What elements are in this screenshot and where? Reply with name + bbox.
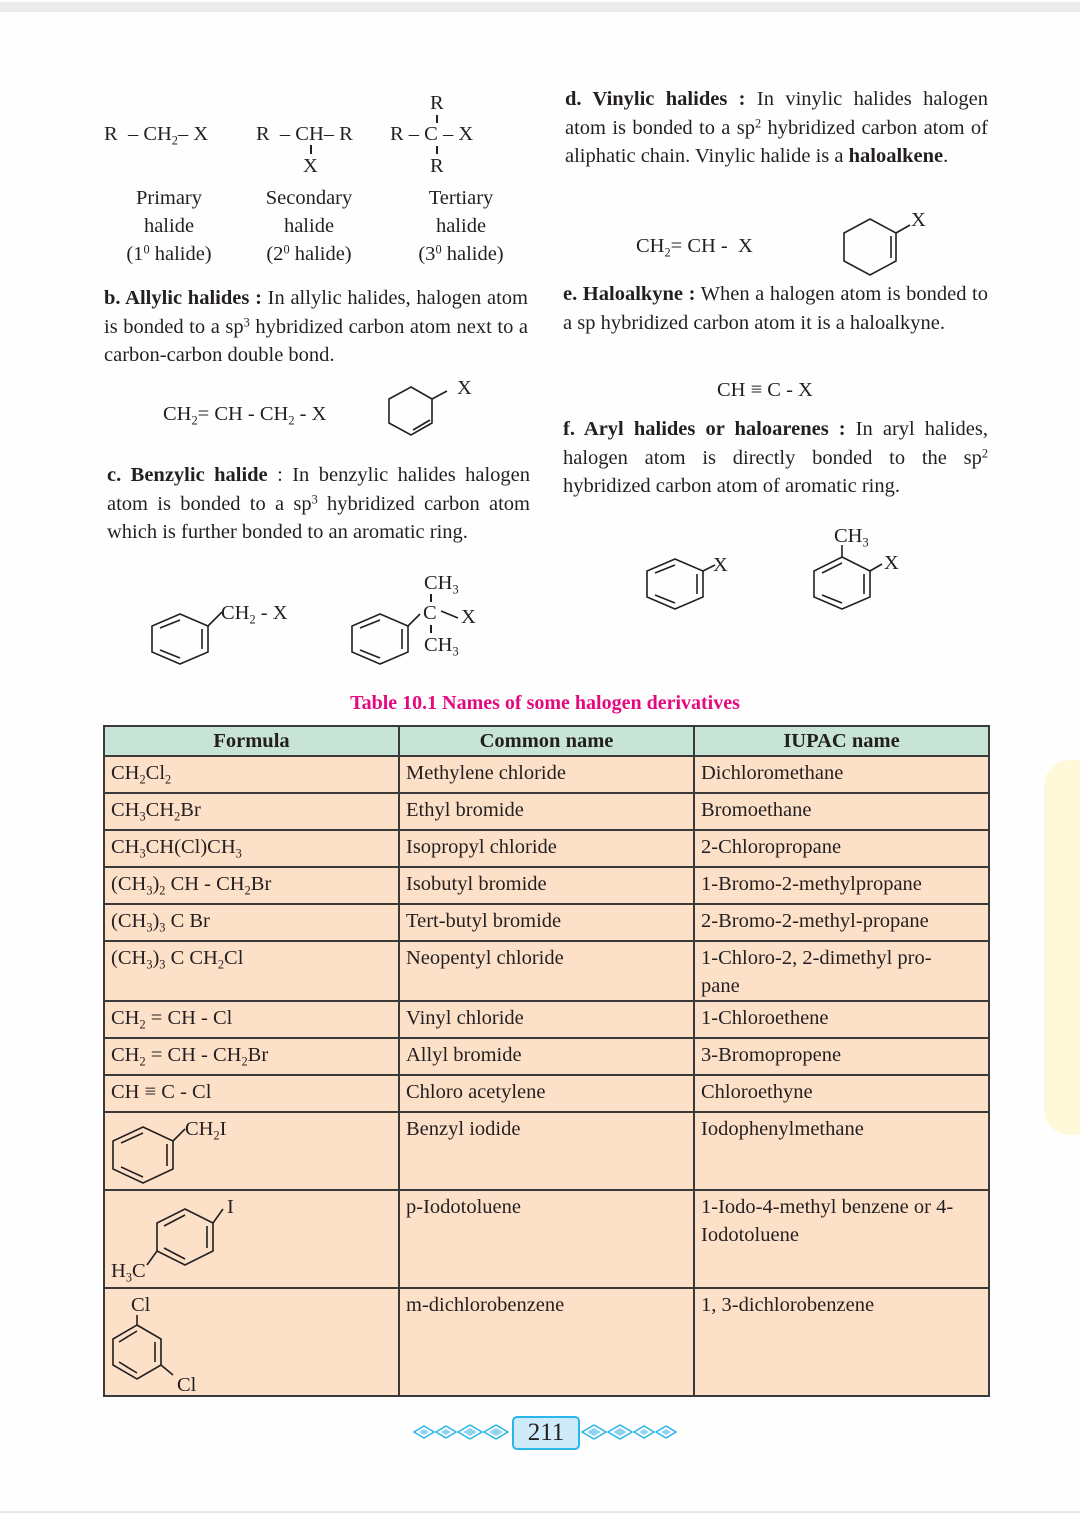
double-bond xyxy=(119,1362,137,1373)
benzylic-paragraph: c. Benzylic halide : In benzylic halides halogen atom is bonded to a $sp^3$ hybridized carbon atom which is further bonded to an aromatic ring. xyxy=(107,464,531,543)
table-title: Table 10.1 Names of some halogen derivatives xyxy=(350,692,740,714)
top-bar xyxy=(0,2,1080,12)
bond-line xyxy=(436,146,438,154)
table-row xyxy=(104,941,989,1001)
m-dichlorobenzene-cl-top: Cl xyxy=(131,1294,151,1316)
common-name-cell: Chloro acetylene xyxy=(399,1075,694,1112)
vinylic-paragraph: d. Vinylic halides : In vinylic halides halogen atom is bonded to a $sp^2$ hybridized carbon atom of aliphatic chain. Vinylic halide is a haloalkene. xyxy=(565,88,988,167)
formula-cell: CH ≡ C - Cl xyxy=(104,1075,399,1112)
formula-cell: $(CH_3)_3$ C Br xyxy=(104,904,399,941)
table-row xyxy=(104,793,989,830)
bond-line xyxy=(310,145,312,154)
common-name-cell: Tert-butyl bromide xyxy=(399,904,694,941)
iupac-name-cell: Dichloromethane xyxy=(694,756,989,793)
formula-cell: $CH_3CH_2Br$ xyxy=(104,793,399,830)
aryl-x: X xyxy=(713,554,728,576)
table-row xyxy=(104,904,989,941)
double-bond xyxy=(121,1167,143,1177)
allylic-cyclohexene-structure xyxy=(385,385,455,445)
vinylic-ring-x: X xyxy=(911,209,926,231)
iupac-name-cell: 1-Bromo-2-methylpropane xyxy=(694,867,989,904)
page-number: 211 xyxy=(512,1416,580,1450)
secondary-formula: R – CH– R xyxy=(256,123,353,145)
o-halotoluene-x: X xyxy=(884,552,899,574)
table-row xyxy=(104,1001,989,1038)
bond-to-ch2 xyxy=(173,1129,185,1141)
p-iodotoluene-structure xyxy=(153,1205,233,1275)
vinylic-formula: $CH_2=$ CH - X xyxy=(636,235,753,260)
table-row xyxy=(104,1288,989,1396)
header-common-name: Common name xyxy=(399,726,694,756)
vinylic-cyclohexene-structure xyxy=(842,217,922,281)
common-name-cell: Isopropyl chloride xyxy=(399,830,694,867)
ring-bond xyxy=(152,614,208,664)
bond-line xyxy=(430,594,432,602)
formula-cell: $CH_2$ = CH - Cl xyxy=(104,1001,399,1038)
common-name-cell: Isobutyl bromide xyxy=(399,867,694,904)
common-name-cell: Methylene chloride xyxy=(399,756,694,793)
formula-cell: $CH_2$ = CH - $CH_2Br$ xyxy=(104,1038,399,1075)
bond-to-x xyxy=(896,225,910,233)
table-row xyxy=(104,1112,989,1190)
bond-to-c xyxy=(408,614,420,626)
cumyl-bottom-ch3: $CH_3$ xyxy=(424,634,459,659)
table-row xyxy=(104,830,989,867)
iupac-name-cell: 1-Chloro-2, 2-dimethyl pro-pane xyxy=(694,941,989,1001)
table-row xyxy=(104,1190,989,1288)
double-bond xyxy=(121,1133,143,1143)
primary-formula: R – $CH_2-$ X xyxy=(104,123,209,148)
table-row xyxy=(104,1075,989,1112)
double-bond xyxy=(119,1331,137,1342)
allylic-formula: $CH_2=$ CH - $CH_2$ - X xyxy=(163,403,327,428)
cumyl-halide-structure xyxy=(350,612,430,672)
common-name-cell: Benzyl iodide xyxy=(399,1112,694,1190)
common-name-cell: p-Iodotoluene xyxy=(399,1190,694,1288)
diamond-ornament-left-icon xyxy=(412,1422,512,1442)
table-header-row xyxy=(104,726,989,756)
double-bond xyxy=(164,1215,185,1226)
formula-cell xyxy=(104,1190,399,1288)
benzyl-iodide-label: $CH_2I$ xyxy=(185,1118,227,1143)
allylic-ring-x: X xyxy=(457,377,472,399)
bond-to-x xyxy=(432,391,447,399)
bond-to-iodine xyxy=(213,1209,223,1223)
cumyl-x: X xyxy=(461,606,476,628)
double-bond xyxy=(822,563,842,573)
bond-to-x xyxy=(440,609,460,621)
cumyl-top-ch3: $CH_3$ xyxy=(424,572,459,597)
tertiary-formula: R – C – X xyxy=(390,123,474,145)
ring-bond xyxy=(157,1209,213,1265)
o-halotoluene-ch3: $CH_3$ xyxy=(834,525,869,550)
bond-line xyxy=(430,625,432,633)
formula-cell xyxy=(104,1112,399,1190)
secondary-label: Secondary halide ($2^0$ halide) xyxy=(265,187,353,265)
common-name-cell: Vinyl chloride xyxy=(399,1001,694,1038)
cumyl-c: C xyxy=(423,602,437,624)
double-bond xyxy=(164,1248,185,1259)
p-iodotoluene-iodine: I xyxy=(227,1196,234,1218)
common-name-cell: m-dichlorobenzene xyxy=(399,1288,694,1396)
iupac-name-cell: 1, 3-dichlorobenzene xyxy=(694,1288,989,1396)
benzyl-iodide-structure xyxy=(111,1125,191,1187)
table-row xyxy=(104,867,989,904)
primary-label: Primary halide ($1^0$ halide) xyxy=(126,187,212,265)
formula-cell: $(CH_3)_2$ CH - $CH_2Br$ xyxy=(104,867,399,904)
tertiary-label: Tertiary halide ($3^0$ halide) xyxy=(418,187,504,265)
m-dichlorobenzene-cl-bottom: Cl xyxy=(177,1374,197,1396)
bond-to-cl xyxy=(161,1365,173,1375)
common-name-cell: Allyl bromide xyxy=(399,1038,694,1075)
haloalkyne-paragraph: e. Haloalkyne : When a halogen atom is bonded to a sp hybridized carbon atom it is a haloalkyne. xyxy=(563,283,989,334)
allylic-paragraph: b. Allylic halides : In allylic halides, halogen atom is bonded to a $sp^3$ hybridized carbon atom next to a carbon-carbon double bond. xyxy=(104,287,528,366)
bond-to-ch2 xyxy=(208,612,222,626)
iupac-name-cell: Iodophenylmethane xyxy=(694,1112,989,1190)
benzyl-halide-label: $CH_2$ - X xyxy=(221,602,288,627)
iupac-name-cell: Chloroethyne xyxy=(694,1075,989,1112)
table-row xyxy=(104,756,989,793)
ring-bond xyxy=(113,1325,161,1379)
tertiary-bottom-atom: R xyxy=(430,155,444,177)
bond-to-methyl xyxy=(147,1251,157,1265)
iupac-name-cell: 1-Chloroethene xyxy=(694,1001,989,1038)
bond-to-x xyxy=(870,564,882,571)
secondary-sub-atom: X xyxy=(303,155,318,177)
iupac-name-cell: Bromoethane xyxy=(694,793,989,830)
iupac-name-cell: 3-Bromopropene xyxy=(694,1038,989,1075)
p-iodotoluene-methyl: $H_3C$ xyxy=(111,1260,146,1285)
formula-cell: $CH_3CH(Cl)CH_3$ xyxy=(104,830,399,867)
tertiary-top-atom: R xyxy=(430,92,444,114)
ring-bond xyxy=(113,1127,173,1183)
common-name-cell: Neopentyl chloride xyxy=(399,941,694,1001)
benzyl-halide-structure xyxy=(150,612,230,672)
ring-bond xyxy=(389,387,432,435)
header-formula: Formula xyxy=(104,726,399,756)
header-iupac-name: IUPAC name xyxy=(694,726,989,756)
common-name-cell: Ethyl bromide xyxy=(399,793,694,830)
ring-bond xyxy=(844,219,896,275)
haloalkyne-formula: CH ≡ C - X xyxy=(717,379,813,401)
o-halotoluene-structure xyxy=(810,547,890,615)
ring-bond xyxy=(647,559,703,609)
table-row xyxy=(104,1038,989,1075)
iupac-name-cell: 2-Chloropropane xyxy=(694,830,989,867)
formula-cell: $CH_2Cl_2$ xyxy=(104,756,399,793)
aryl-paragraph: f. Aryl halides or haloarenes : In aryl halides, halogen atom is directly bonded to the $sp^2$ hybridized carbon atom of aromatic ring. xyxy=(563,418,988,497)
halogen-derivatives-table xyxy=(103,725,990,1397)
side-tab xyxy=(1044,760,1080,1135)
ring-bond xyxy=(352,614,408,664)
diamond-ornament-right-icon xyxy=(580,1422,680,1442)
iupac-name-cell: 1-Iodo-4-methyl benzene or 4-Iodotoluene xyxy=(694,1190,989,1288)
formula-cell xyxy=(104,1288,399,1396)
page-number-ornament xyxy=(412,1416,682,1450)
bond-line xyxy=(436,115,438,123)
ring-bond xyxy=(814,557,870,609)
formula-cell: $(CH_3)_3$ C $CH_2Cl$ xyxy=(104,941,399,1001)
iupac-name-cell: 2-Bromo-2-methyl-propane xyxy=(694,904,989,941)
